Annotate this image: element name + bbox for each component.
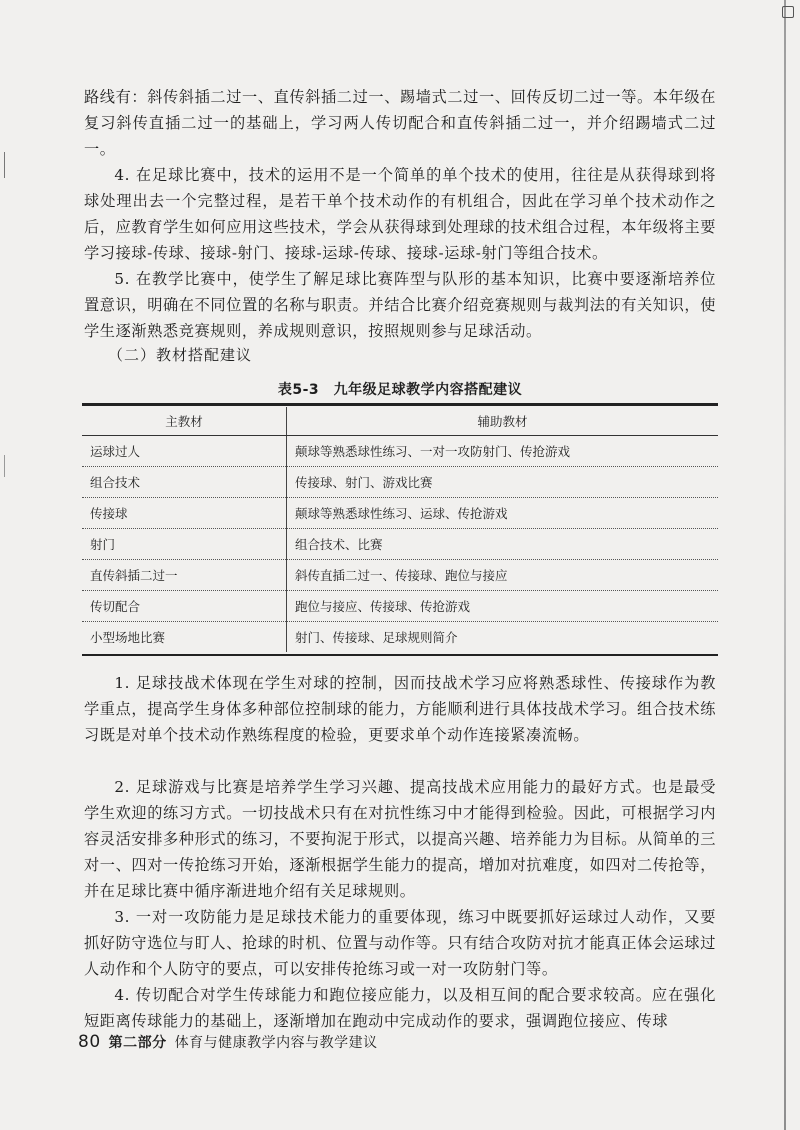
paragraph-suggestion-4: 4. 传切配合对学生传球能力和跑位接应能力，以及相互间的配合要求较高。应在强化短距离传球能力的基础上，逐渐增加在跑动中完成动作的要求，强调跑位接应、传球 bbox=[84, 986, 716, 1030]
scan-corner-mark bbox=[782, 6, 794, 18]
auxiliary-material-cell: 射门、传接球、足球规则简介 bbox=[295, 630, 458, 645]
scan-mark bbox=[4, 455, 5, 477]
table-bottom-rule bbox=[82, 654, 718, 656]
main-material-cell: 运球过人 bbox=[82, 436, 287, 467]
footer-part: 第二部分 bbox=[108, 1035, 167, 1051]
page-number: 80 bbox=[78, 1032, 101, 1052]
paragraph-route-types: 路线有：斜传斜插二过一、直传斜插二过一、踢墙式二过一、回传反切二过一等。本年级在复习斜传直插二过一的基础上，学习两人传切配合和直传斜插二过一，并介绍踢墙式二过一。 bbox=[84, 88, 716, 158]
footer-title: 体育与健康教学内容与教学建议 bbox=[174, 1035, 378, 1051]
table-row bbox=[82, 591, 718, 622]
section-heading: （二）教材搭配建议 bbox=[108, 346, 253, 364]
main-material-cell: 小型场地比赛 bbox=[82, 622, 287, 653]
auxiliary-material-cell: 跑位与接应、传接球、传抢游戏 bbox=[287, 591, 719, 622]
auxiliary-material-cell: 传接球、射门、游戏比赛 bbox=[287, 467, 719, 498]
page-footer bbox=[78, 1032, 378, 1052]
table-row bbox=[82, 498, 718, 529]
header-main-material: 主教材 bbox=[82, 407, 287, 436]
auxiliary-material-cell: 颠球等熟悉球性练习、一对一攻防射门、传抢游戏 bbox=[287, 436, 719, 467]
main-material-cell: 组合技术 bbox=[82, 467, 287, 498]
scan-edge bbox=[784, 0, 786, 1130]
paragraph-suggestion-1: 1. 足球技战术体现在学生对球的控制，因而技战术学习应将熟悉球性、传接球作为教学重点，提高学生身体多种部位控制球的能力，方能顺利进行具体技战术学习。组合技术练习既是对单个技术动作熟练程度的检验，更要求单个动作连接紧凑流畅。 bbox=[84, 674, 716, 744]
paragraph-suggestion-3: 3. 一对一攻防能力是足球技术能力的重要体现，练习中既要抓好运球过人动作，又要抓好防守选位与盯人、抢球的时机、位置与动作等。只有结合攻防对抗才能真正体会运球过人动作和个人防守的要点，可以安排传抢练习或一对一攻防射门等。 bbox=[84, 908, 716, 978]
table-row bbox=[82, 436, 718, 467]
table-caption: 表5-3 九年级足球教学内容搭配建议 bbox=[277, 382, 523, 398]
table-top-rule bbox=[82, 403, 718, 406]
scan-mark bbox=[4, 152, 5, 178]
header-auxiliary-material: 辅助教材 bbox=[287, 407, 719, 436]
main-material-cell: 射门 bbox=[82, 529, 287, 560]
table-row bbox=[82, 560, 718, 591]
main-material-cell: 直传斜插二过一 bbox=[82, 560, 287, 591]
paragraph-item-5: 5. 在教学比赛中，使学生了解足球比赛阵型与队形的基本知识，比赛中要逐渐培养位置意识，明确在不同位置的名称与职责。并结合比赛介绍竞赛规则与裁判法的有关知识，使学生逐渐熟悉竞赛规则，养成规则意识，按照规则参与足球活动。 bbox=[84, 270, 716, 340]
table-row bbox=[82, 529, 718, 560]
paragraph-item-4: 4. 在足球比赛中，技术的运用不是一个简单的单个技术的使用，往往是从获得球到将球处理出去一个完整过程，是若干单个技术动作的有机组合，因此在学习单个技术动作之后，应教育学生如何应用这些技术，学会从获得球到处理球的技术组合过程，本年级将主要学习接球-传球、接球-射门、接球-运球-传球、接球-运球-射门等组合技术。 bbox=[84, 166, 716, 262]
main-material-cell: 传接球 bbox=[82, 498, 287, 529]
table-row bbox=[82, 622, 718, 653]
table-header-row bbox=[82, 407, 718, 436]
main-material-cell: 传切配合 bbox=[82, 591, 287, 622]
paragraph-suggestion-2: 2. 足球游戏与比赛是培养学生学习兴趣、提高技战术应用能力的最好方式。也是最受学生欢迎的练习方式。一切技战术只有在对抗性练习中才能得到检验。因此，可根据学习内容灵活安排多种形式的练习，不要拘泥于形式，以提高兴趣、培养能力为目标。从简单的三对一、四对一传抢练习开始，逐渐根据学生能力的提高，增加对抗难度，如四对二传抢等，并在足球比赛中循序渐进地介绍有关足球规则。 bbox=[84, 778, 716, 900]
auxiliary-material-cell: 颠球等熟悉球性练习、运球、传抢游戏 bbox=[287, 498, 719, 529]
auxiliary-material-cell: 组合技术、比赛 bbox=[287, 529, 719, 560]
materials-table bbox=[82, 407, 718, 652]
auxiliary-material-cell: 斜传直插二过一、传接球、跑位与接应 bbox=[287, 560, 719, 591]
table-row bbox=[82, 467, 718, 498]
